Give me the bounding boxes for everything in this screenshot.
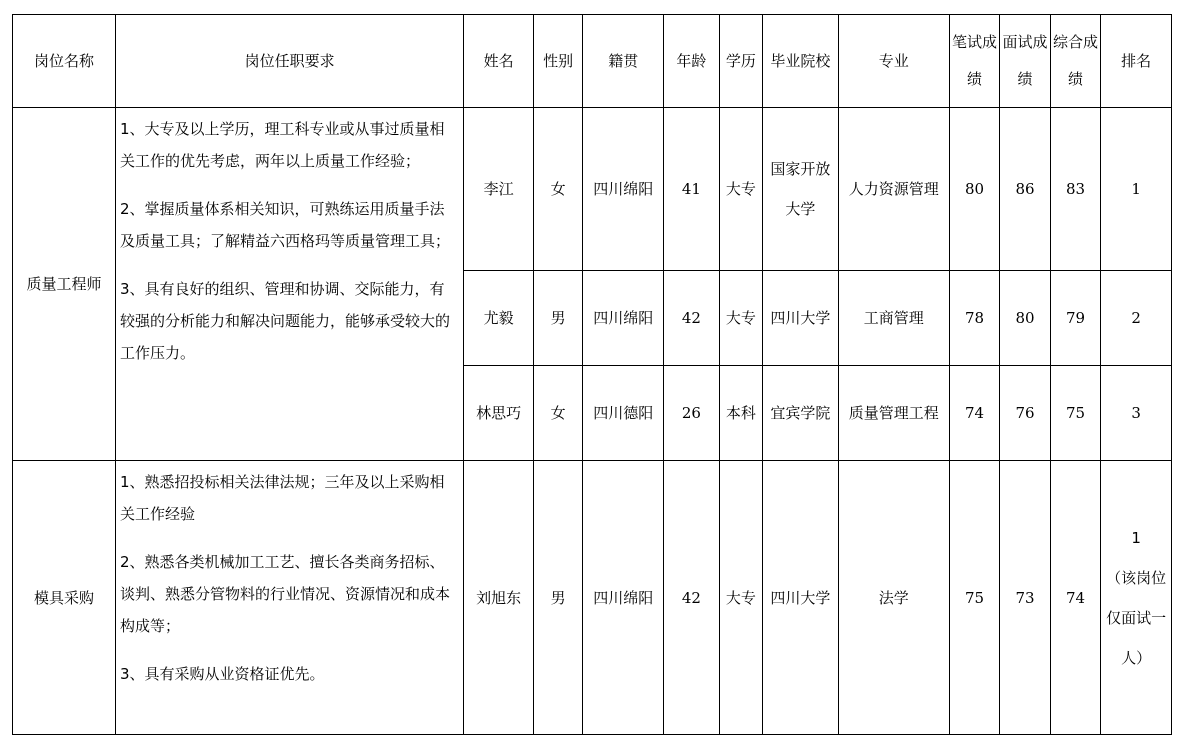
header-total-line1: 综合成 [1052,33,1098,51]
header-total-line2: 绩 [1067,70,1083,88]
candidate-age: 41 [664,108,720,271]
candidate-written-score: 78 [949,271,999,366]
candidate-total-score: 74 [1050,461,1100,735]
candidate-total-score: 83 [1050,108,1100,271]
candidate-hometown: 四川绵阳 [583,271,664,366]
header-row [13,15,1172,108]
candidate-written-score: 80 [949,108,999,271]
header-written-line1: 笔试成 [952,33,998,51]
header-interview-line2: 绩 [1017,70,1033,88]
candidate-rank: 3 [1101,366,1172,461]
candidate-gender: 男 [533,461,582,735]
header-position: 岗位名称 [13,15,116,108]
header-major: 专业 [838,15,949,108]
requirement-item: 1、大专及以上学历，理工科专业或从事过质量相关工作的优先考虑，两年以上质量工作经验； [119,120,445,170]
position-cell: 质量工程师 [13,108,116,461]
header-hometown: 籍贯 [583,15,664,108]
rank-note-line3: 人） [1121,648,1152,667]
candidate-rank: 2 [1101,271,1172,366]
requirement-item: 3、具有采购从业资格证优先。 [119,665,325,683]
header-written-line2: 绩 [967,70,983,88]
candidate-major: 人力资源管理 [838,108,949,271]
header-interview [1000,15,1050,108]
candidate-school: 四川大学 [763,271,839,366]
candidate-rank: 1 [1101,108,1172,271]
header-total [1050,15,1100,108]
header-interview-line1: 面试成 [1002,33,1048,51]
candidate-hometown: 四川绵阳 [583,461,664,735]
candidate-interview-score: 86 [1000,108,1050,271]
requirement-item: 2、熟悉各类机械加工工艺、擅长各类商务招标、谈判、熟悉分管物料的行业情况、资源情况和成本构成等； [119,553,450,635]
requirement-item: 1、熟悉招投标相关法律法规；三年及以上采购相关工作经验 [119,473,445,523]
candidate-education: 大专 [719,108,762,271]
candidate-hometown: 四川德阳 [583,366,664,461]
candidate-age: 42 [664,461,720,735]
requirements-cell [115,108,463,461]
candidate-major: 法学 [838,461,949,735]
requirements-cell [115,461,463,735]
candidate-gender: 女 [533,366,582,461]
candidate-education: 本科 [719,366,762,461]
candidate-total-score: 79 [1050,271,1100,366]
candidate-age: 26 [664,366,720,461]
candidate-school-line2: 大学 [785,200,816,218]
rank-note-line1: （该岗位 [1106,568,1167,587]
candidate-gender: 女 [533,108,582,271]
candidate-written-score: 74 [949,366,999,461]
candidate-gender: 男 [533,271,582,366]
candidate-interview-score: 73 [1000,461,1050,735]
header-written [949,15,999,108]
candidate-total-score: 75 [1050,366,1100,461]
header-school: 毕业院校 [763,15,839,108]
candidate-school: 宜宾学院 [763,366,839,461]
table-row [13,461,1172,735]
candidate-school-line1: 国家开放 [770,160,831,178]
candidate-rank-value: 1 [1131,528,1141,547]
candidate-education: 大专 [719,271,762,366]
candidate-school: 四川大学 [763,461,839,735]
results-table [12,14,1172,735]
candidate-name: 林思巧 [464,366,534,461]
header-name: 姓名 [464,15,534,108]
candidate-name: 李江 [464,108,534,271]
header-gender: 性别 [533,15,582,108]
header-age: 年龄 [664,15,720,108]
candidate-hometown: 四川绵阳 [583,108,664,271]
candidate-major: 工商管理 [838,271,949,366]
candidate-major: 质量管理工程 [838,366,949,461]
candidate-education: 大专 [719,461,762,735]
requirement-item: 2、掌握质量体系相关知识，可熟练运用质量手法及质量工具；了解精益六西格玛等质量管理工具； [119,200,450,250]
header-requirements: 岗位任职要求 [115,15,463,108]
candidate-rank [1101,461,1172,735]
candidate-name: 尤毅 [464,271,534,366]
candidate-school [763,108,839,271]
header-education: 学历 [719,15,762,108]
candidate-written-score: 75 [949,461,999,735]
position-cell: 模具采购 [13,461,116,735]
candidate-interview-score: 80 [1000,271,1050,366]
requirement-item: 3、具有良好的组织、管理和协调、交际能力，有较强的分析能力和解决问题能力，能够承受较大的工作压力。 [119,280,450,362]
candidate-name: 刘旭东 [464,461,534,735]
candidate-age: 42 [664,271,720,366]
candidate-interview-score: 76 [1000,366,1050,461]
table-row [13,108,1172,271]
header-rank: 排名 [1101,15,1172,108]
rank-note-line2: 仅面试一 [1106,608,1167,627]
